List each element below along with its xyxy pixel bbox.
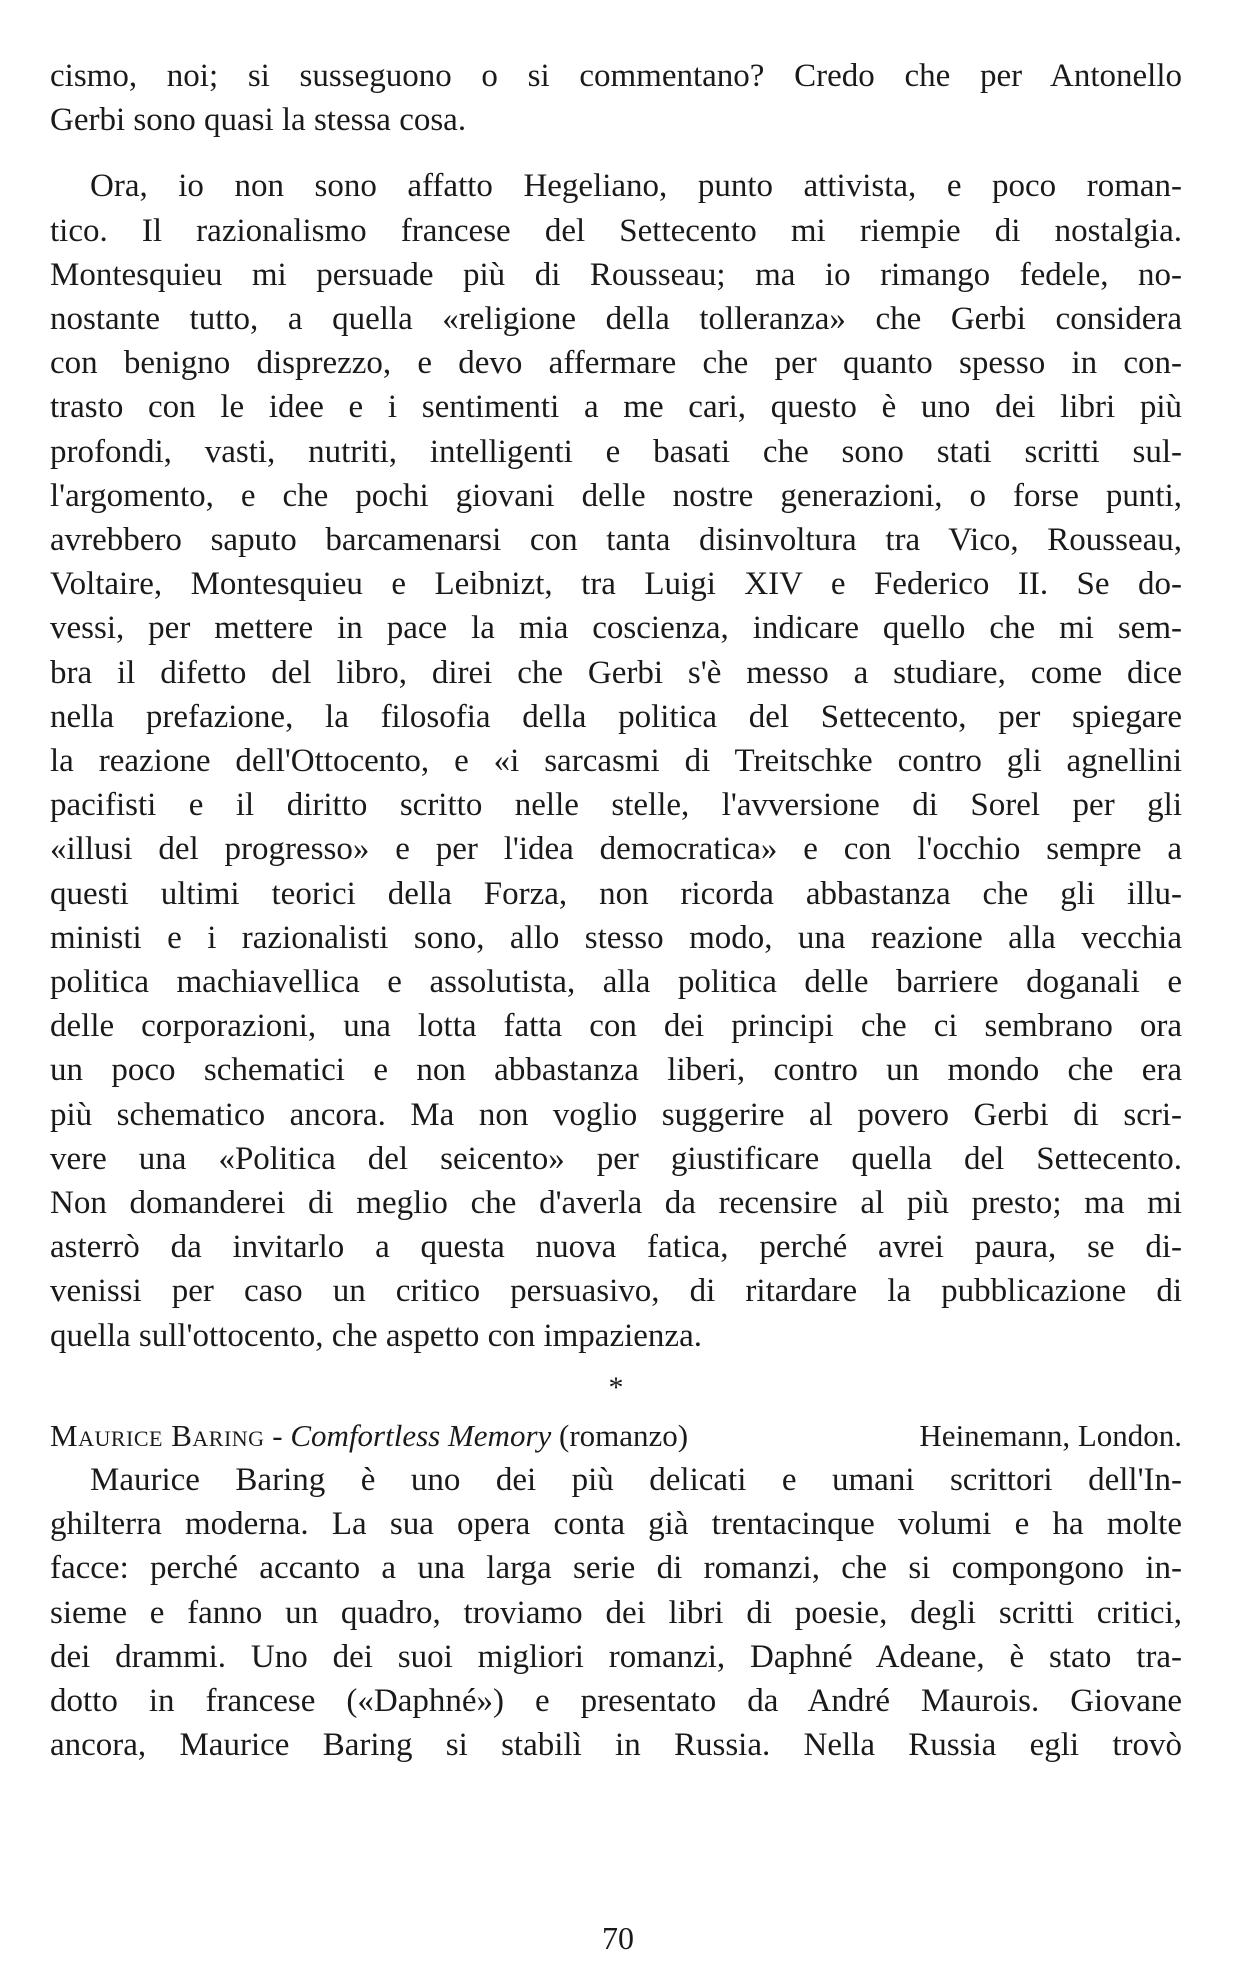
text-line: Montesquieu mi persuade più di Rousseau; ma io rimango fedele, no- [50, 256, 1182, 293]
review-genre: (romanzo) [559, 1417, 689, 1453]
text-line: dei drammi. Uno dei suoi migliori romanzi, Daphné Adeane, è stato tra- [50, 1638, 1182, 1675]
text-line: venissi per caso un critico persuasivo, di ritardare la pubblicazione di [50, 1273, 1182, 1310]
text-line: tico. Il razionalismo francese del Settecento mi riempie di nostalgia. [50, 212, 1182, 249]
text-line: bra il difetto del libro, direi che Gerbi s'è messo a studiare, come dice [50, 654, 1182, 691]
text-line: ancora, Maurice Baring si stabilì in Russia. Nella Russia egli trovò [50, 1727, 1182, 1764]
section-separator: * [608, 1370, 624, 1404]
text-line: dotto in francese («Daphné») e presentato da André Maurois. Giovane [50, 1682, 1182, 1719]
review-dash: - [264, 1417, 291, 1453]
text-line: con benigno disprezzo, e devo affermare che per quanto spesso in con- [50, 345, 1182, 382]
page-number: 70 [602, 1920, 634, 1956]
text-line: facce: perché accanto a una larga serie di romanzi, che si compongono in- [50, 1550, 1182, 1587]
text-line: l'argomento, e che pochi giovani delle nostre generazioni, o forse punti, [50, 477, 1182, 514]
text-line: asterrò da invitarlo a questa nuova fatica, perché avrei paura, se di- [50, 1229, 1182, 1266]
text-line: avrebbero saputo barcamenarsi con tanta disinvoltura tra Vico, Rousseau, [50, 522, 1182, 559]
review-publisher: Heinemann, London. [919, 1417, 1182, 1453]
text-line: quella sull'ottocento, che aspetto con impazienza. [50, 1317, 702, 1354]
text-line: trasto con le idee e i sentimenti a me cari, questo è uno dei libri più [50, 389, 1182, 426]
text-line: delle corporazioni, una lotta fatta con dei principi che ci sembrano ora [50, 1008, 1182, 1045]
text-line: Voltaire, Montesquieu e Leibnizt, tra Luigi XIV e Federico II. Se do- [50, 566, 1182, 603]
review-citation [50, 1414, 688, 1458]
review-title: Comfortless Memory [290, 1417, 552, 1453]
paragraph-review [50, 1458, 1182, 1767]
text-line: vessi, per mettere in pace la mia coscienza, indicare quello che mi sem- [50, 610, 1182, 647]
text-line: profondi, vasti, nutriti, intelligenti e basati che sono stati scritti sul- [50, 433, 1182, 470]
text-line: Gerbi sono quasi la stessa cosa. [50, 102, 467, 139]
paragraph-continuation [50, 54, 1182, 142]
text-line: più schematico ancora. Ma non voglio suggerire al povero Gerbi di scri- [50, 1096, 1182, 1133]
text-line: ministi e i razionalisti sono, allo stesso modo, una reazione alla vecchia [50, 919, 1182, 956]
text-line: politica machiavellica e assolutista, alla politica delle barriere doganali e [50, 964, 1182, 1001]
text-line: vere una «Politica del seicento» per giustificare quella del Settecento. [50, 1140, 1182, 1177]
text-line: Ora, io non sono affatto Hegeliano, punto attivista, e poco roman- [90, 168, 1182, 205]
text-line: «illusi del progresso» e per l'idea democratica» e con l'occhio sempre a [50, 831, 1182, 868]
text-line: cismo, noi; si susseguono o si commentano? Credo che per Antonello [50, 58, 1182, 94]
text-line: la reazione dell'Ottocento, e «i sarcasmi di Treitschke contro gli agnellini [50, 743, 1182, 780]
text-line: questi ultimi teorici della Forza, non ricorda abbastanza che gli illu- [50, 875, 1182, 912]
paragraph-critique [50, 164, 1182, 1357]
text-line: nostante tutto, a quella «religione della tolleranza» che Gerbi considera [50, 301, 1182, 338]
text-line: pacifisti e il diritto scritto nelle stelle, l'avversione di Sorel per gli [50, 787, 1182, 824]
text-line: Maurice Baring è uno dei più delicati e umani scrittori dell'In- [90, 1461, 1182, 1498]
text-line: un poco schematici e non abbastanza liberi, contro un mondo che era [50, 1052, 1182, 1089]
document-page [50, 54, 1182, 1767]
review-heading [50, 1414, 1182, 1458]
text-line: ghilterra moderna. La sua opera conta già trentacinque volumi e ha molte [50, 1506, 1182, 1543]
text-line: sieme e fanno un quadro, troviamo dei libri di poesie, degli scritti critici, [50, 1594, 1182, 1631]
text-line: nella prefazione, la filosofia della politica del Settecento, per spiegare [50, 698, 1182, 735]
review-author: Maurice Baring [50, 1417, 265, 1453]
text-line: Non domanderei di meglio che d'averla da recensire al più presto; ma mi [50, 1185, 1182, 1222]
